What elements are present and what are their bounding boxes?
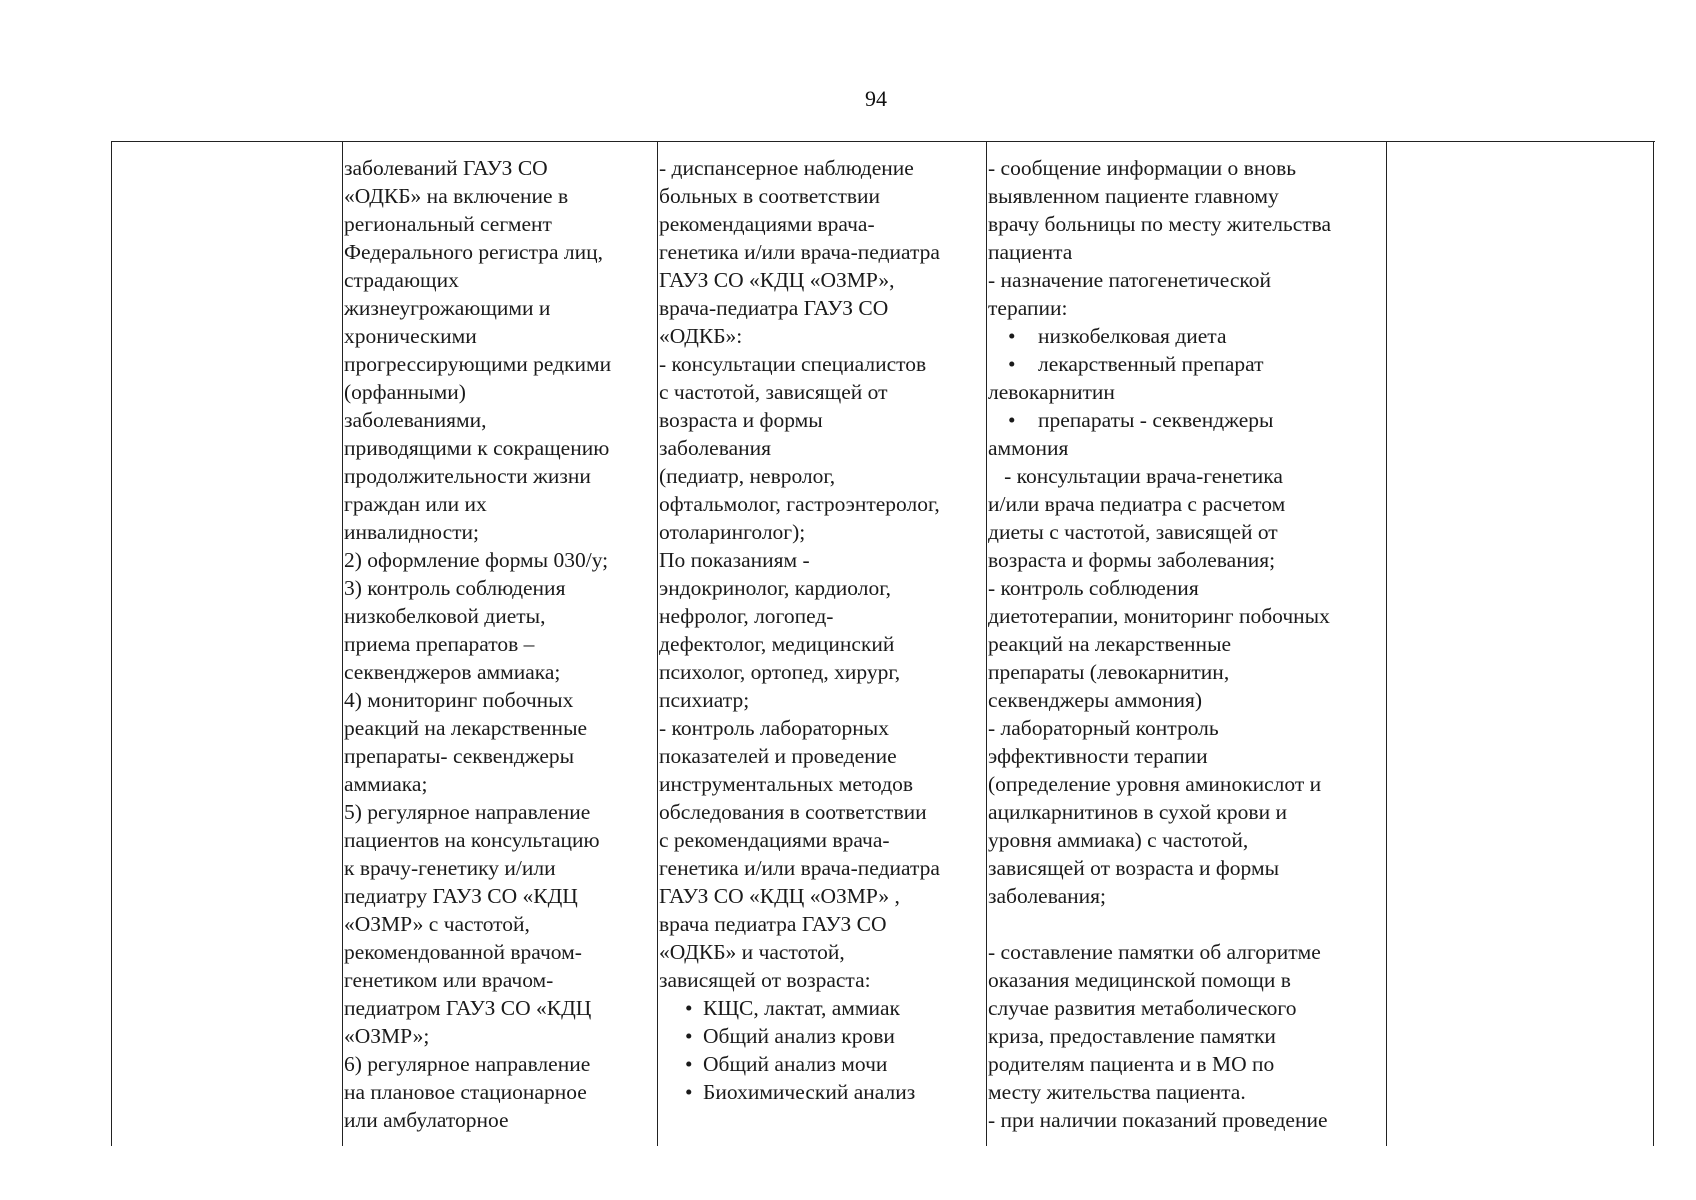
table-cell-col3	[659, 154, 985, 1106]
bullet-text: низкобелковая диета	[1038, 324, 1227, 348]
text-line: заболевания;	[988, 884, 1106, 908]
text-line: «ОДКБ» и частотой,	[659, 940, 845, 964]
bullet-text: Биохимический анализ	[703, 1080, 916, 1104]
table-right-border	[1653, 141, 1654, 1146]
text-line: страдающих	[344, 268, 459, 292]
document-table	[111, 141, 1655, 1146]
text-line: «ОДКБ» на включение в	[344, 184, 569, 208]
text-line: - при наличии показаний проведение	[988, 1108, 1328, 1132]
bullet-icon: •	[1008, 324, 1016, 348]
text-line: показателей и проведение	[659, 744, 897, 768]
bullet-text: Общий анализ мочи	[703, 1052, 888, 1076]
text-line: «ОЗМР»;	[344, 1024, 430, 1048]
text-line: обследования в соответствии	[659, 800, 927, 824]
text-line: ГАУЗ СО «КДЦ «ОЗМР»,	[659, 268, 895, 292]
text-line: 6) регулярное направление	[344, 1052, 591, 1076]
text-line: выявленном пациенте главному	[988, 184, 1279, 208]
text-line: жизнеугрожающими и	[344, 296, 551, 320]
text-line: реакций на лекарственные	[988, 632, 1232, 656]
text-line: аммиака;	[344, 772, 428, 796]
text-line: региональный сегмент	[344, 212, 552, 236]
text-line: нефролог, логопед-	[659, 604, 834, 628]
text-line: - диспансерное наблюдение	[659, 156, 914, 180]
text-line: По показаниям -	[659, 548, 810, 572]
text-line: (определение уровня аминокислот и	[988, 772, 1322, 796]
bullet-item	[659, 1078, 985, 1106]
text-line: эндокринолог, кардиолог,	[659, 576, 892, 600]
text-line: Федерального регистра лиц,	[344, 240, 604, 264]
text-line: приводящими к сокращению	[344, 436, 610, 460]
table-cell-col2	[344, 154, 662, 1134]
text-line: заболеваний ГАУЗ СО	[344, 156, 548, 180]
text-line: эффективности терапии	[988, 744, 1208, 768]
text-line: препараты (левокарнитин,	[988, 660, 1230, 684]
text-line: - составление памятки об алгоритме	[988, 940, 1321, 964]
text-line: или амбулаторное	[344, 1108, 509, 1132]
bullet-icon: •	[1008, 352, 1016, 376]
text-line: секвенджеров аммиака;	[344, 660, 561, 684]
text-line: «ОДКБ»:	[659, 324, 743, 348]
text-line: дефектолог, медицинский	[659, 632, 895, 656]
text-line: с рекомендациями врача-	[659, 828, 890, 852]
bullet-item	[659, 1050, 985, 1078]
text-line: педиатром ГАУЗ СО «КДЦ	[344, 996, 592, 1020]
text-line: на плановое стационарное	[344, 1080, 587, 1104]
bullet-item	[988, 350, 1384, 378]
bullet-icon: •	[685, 1080, 693, 1104]
bullet-item	[988, 322, 1384, 350]
text-line: оказания медицинской помощи в	[988, 968, 1291, 992]
table-cell-col4	[988, 154, 1384, 1134]
text-line: педиатру ГАУЗ СО «КДЦ	[344, 884, 578, 908]
text-line: офтальмолог, гастроэнтеролог,	[659, 492, 940, 516]
text-line: - консультации врача-генетика	[988, 464, 1283, 488]
text-line: - сообщение информации о вновь	[988, 156, 1297, 180]
text-line: - контроль соблюдения	[988, 576, 1199, 600]
text-line: секвенджеры аммония)	[988, 688, 1203, 712]
text-line: - консультации специалистов	[659, 352, 927, 376]
text-line: возраста и формы заболевания;	[988, 548, 1276, 572]
column-divider-4	[1386, 141, 1387, 1146]
text-line: диетотерапии, мониторинг побочных	[988, 604, 1330, 628]
text-line: реакций на лекарственные	[344, 716, 588, 740]
text-line: врача педиатра ГАУЗ СО	[659, 912, 887, 936]
text-line: уровня аммиака) с частотой,	[988, 828, 1249, 852]
text-line: прогрессирующими редкими	[344, 352, 612, 376]
text-line: рекомендациями врача-	[659, 212, 875, 236]
text-line: препараты- секвенджеры	[344, 744, 575, 768]
text-line: ацилкарнитинов в сухой крови и	[988, 800, 1287, 824]
text-line: хроническими	[344, 324, 477, 348]
text-line: с частотой, зависящей от	[659, 380, 888, 404]
text-line: родителям пациента и в МО по	[988, 1052, 1275, 1076]
bullet-item	[659, 994, 985, 1022]
text-line: (педиатр, невролог,	[659, 464, 836, 488]
text-line: 3) контроль соблюдения	[344, 576, 566, 600]
text-line: пациентов на консультацию	[344, 828, 600, 852]
text-line: терапии:	[988, 296, 1068, 320]
text-line: приема препаратов –	[344, 632, 535, 656]
bullet-item	[659, 1022, 985, 1050]
text-line: психолог, ортопед, хирург,	[659, 660, 901, 684]
text-line: и/или врача педиатра с расчетом	[988, 492, 1286, 516]
text-line: генетиком или врачом-	[344, 968, 554, 992]
text-line: генетика и/или врача-педиатра	[659, 240, 940, 264]
column-divider-3	[986, 141, 987, 1146]
text-line: «ОЗМР» с частотой,	[344, 912, 530, 936]
bullet-text: Общий анализ крови	[703, 1024, 895, 1048]
text-line: врача-педиатра ГАУЗ СО	[659, 296, 889, 320]
text-line: генетика и/или врача-педиатра	[659, 856, 940, 880]
text-line: рекомендованной врачом-	[344, 940, 582, 964]
text-line: ГАУЗ СО «КДЦ «ОЗМР» ,	[659, 884, 900, 908]
page-number: 94	[865, 86, 887, 111]
bullet-text: лекарственный препарат	[1038, 352, 1264, 376]
bullet-icon: •	[685, 996, 693, 1020]
text-line: инструментальных методов	[659, 772, 914, 796]
text-line: к врачу-генетику и/или	[344, 856, 556, 880]
text-line: криза, предоставление памятки	[988, 1024, 1276, 1048]
text-line: возраста и формы	[659, 408, 823, 432]
text-line: - лабораторный контроль	[988, 716, 1219, 740]
bullet-item	[988, 406, 1384, 434]
text-line: больных в соответствии	[659, 184, 881, 208]
text-line: - назначение патогенетической	[988, 268, 1271, 292]
text-line: продолжительности жизни	[344, 464, 591, 488]
blank-line	[988, 910, 1384, 938]
text-line: заболевания	[659, 436, 772, 460]
text-line: заболеваниями,	[344, 408, 487, 432]
text-line: 5) регулярное направление	[344, 800, 591, 824]
text-line: зависящей от возраста и формы	[988, 856, 1280, 880]
text-line: инвалидности;	[344, 520, 479, 544]
text-line: зависящей от возраста:	[659, 968, 871, 992]
table-left-border	[111, 141, 112, 1146]
text-line: аммония	[988, 436, 1069, 460]
bullet-text: КЩС, лактат, аммиак	[703, 996, 900, 1020]
text-line: 2) оформление формы 030/у;	[344, 548, 609, 572]
text-line: пациента	[988, 240, 1073, 264]
column-divider-1	[342, 141, 343, 1146]
bullet-icon: •	[1008, 408, 1016, 432]
bullet-icon: •	[685, 1024, 693, 1048]
text-line: диеты с частотой, зависящей от	[988, 520, 1278, 544]
text-line: граждан или их	[344, 492, 487, 516]
text-line: 4) мониторинг побочных	[344, 688, 574, 712]
bullet-icon: •	[685, 1052, 693, 1076]
text-line: (орфанными)	[344, 380, 466, 404]
text-line: врачу больницы по месту жительства	[988, 212, 1332, 236]
text-line: низкобелковой диеты,	[344, 604, 546, 628]
text-line: месту жительства пациента.	[988, 1080, 1246, 1104]
text-line: левокарнитин	[988, 380, 1115, 404]
text-line: случае развития метаболического	[988, 996, 1297, 1020]
bullet-text: препараты - секвенджеры	[1038, 408, 1274, 432]
text-line: психиатр;	[659, 688, 750, 712]
text-line: - контроль лабораторных	[659, 716, 889, 740]
text-line: отоларинголог);	[659, 520, 806, 544]
